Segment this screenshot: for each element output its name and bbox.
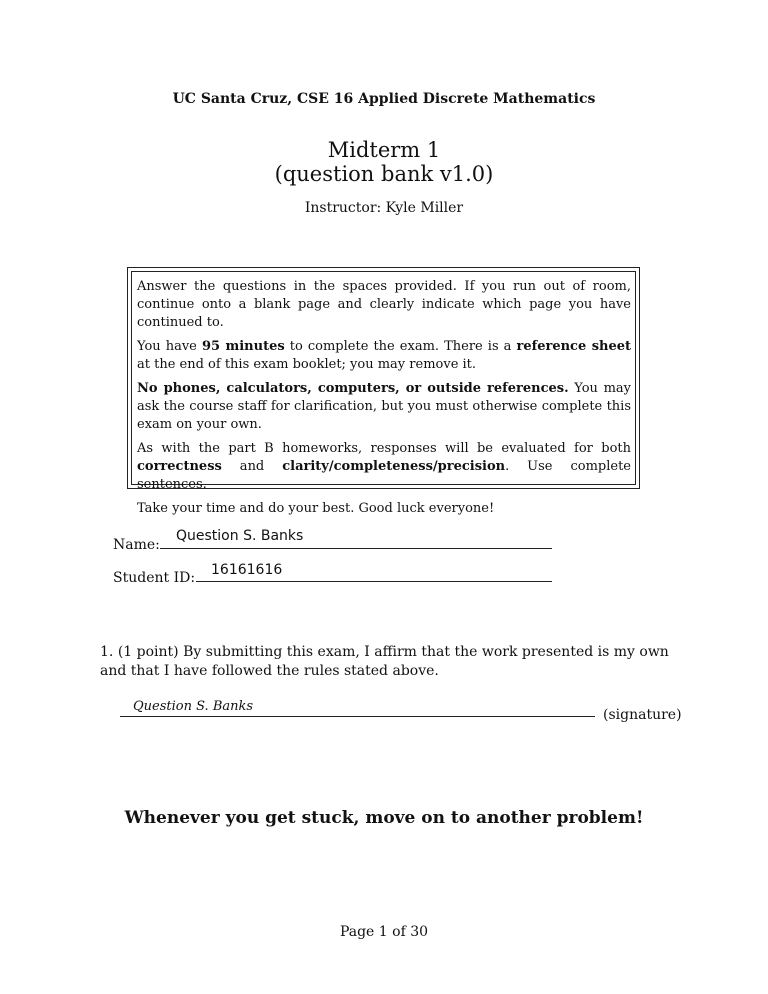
bold-text: No phones, calculators, computers, or outside references. <box>137 381 569 396</box>
question-points: (1 point) <box>117 644 179 660</box>
student-id-line <box>196 581 552 582</box>
text: to complete the exam. There is a <box>284 339 517 354</box>
name-label: Name: <box>113 537 160 553</box>
instructions-content <box>131 271 636 516</box>
student-id-label: Student ID: <box>113 570 196 586</box>
question-number: 1. <box>100 644 114 660</box>
bold-text: correctness <box>137 459 222 474</box>
question-1 <box>100 643 680 681</box>
text: You may ask the course staff for clarification, but you must otherwise complete this exam on your own. <box>137 381 631 432</box>
name-line <box>160 548 552 549</box>
text: and <box>221 459 283 474</box>
exam-title-line2: (question bank v1.0) <box>274 162 494 186</box>
text: at the end of this exam booklet; you may remove it. <box>137 357 477 372</box>
exam-title-line1: Midterm 1 <box>327 138 441 162</box>
instruction-time <box>137 338 631 374</box>
exam-title <box>0 138 768 186</box>
instruction-rules <box>137 380 631 434</box>
student-id-field[interactable]: 16161616 <box>211 562 283 578</box>
bold-text: reference sheet <box>516 339 632 354</box>
name-field[interactable]: Question S. Banks <box>176 528 304 544</box>
instruction-grading <box>137 440 631 494</box>
text: As with the part B homeworks, responses will be evaluated for both <box>137 441 631 456</box>
signature-field[interactable]: Question S. Banks <box>133 699 254 714</box>
instructions-box <box>127 267 640 516</box>
instruction-good-luck: Take your time and do your best. Good luck everyone! <box>137 501 495 516</box>
bold-text: 95 minutes <box>201 339 285 354</box>
course-title: UC Santa Cruz, CSE 16 Applied Discrete Mathematics <box>172 91 596 107</box>
signature-line <box>120 716 595 717</box>
text: You have <box>137 339 202 354</box>
motto: Whenever you get stuck, move on to another problem! <box>124 808 644 828</box>
signature-label: (signature) <box>603 707 682 723</box>
instructor-line: Instructor: Kyle Miller <box>304 200 464 216</box>
question-text: By submitting this exam, I affirm that the work presented is my own and that I have followed the rules stated above. <box>100 644 669 679</box>
bold-text: clarity/completeness/precision <box>282 459 506 474</box>
instruction-space: Answer the questions in the spaces provided. If you run out of room, continue onto a blank page and clearly indicate which page you have continued to. <box>137 279 631 330</box>
text: . Use complete sentences. <box>137 459 631 492</box>
page-number: Page 1 of 30 <box>339 924 429 940</box>
